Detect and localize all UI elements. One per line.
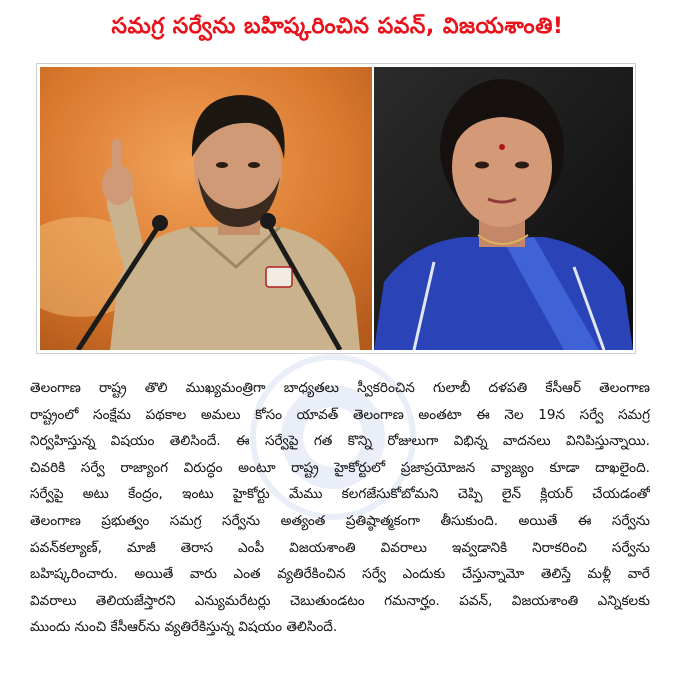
article-line: ముందు నుంచి కేసీఆర్‌ను వ్యతిరేకిస్తున్న విషయం తెలిసిందే. (30, 619, 338, 636)
article-line: నిర్వహిస్తున్న విషయం తెలిసిందే. ఈ సర్వేపై గత కొన్ని రోజులుగా విభిన్న వాదనలు వినిపిస్తున్నాయి. (30, 433, 650, 450)
article-line: రాష్ట్రంలో సంక్షేమ పథకాల అమలు కోసం యావత్ తెలంగాణ అంతటా ఈ నెల 19న సర్వే సమగ్ర (30, 406, 650, 423)
article-line: బహిష్కరించారు. అయితే వారు ఎంత వ్యతిరేకించిన సర్వే ఎందుకు చేస్తున్నామో తెలిస్తే మళ్లీ వారే (30, 566, 650, 583)
article-line: తెలంగాణ రాష్ట్ర తొలి ముఖ్యమంత్రిగా బాధ్యతలు స్వీకరించిన గులాబీ దళపతి కేసీఆర్ తెలంగాణ (30, 380, 650, 396)
photo-collage (36, 63, 636, 354)
article-line: వివరాలు తెలియజేస్తారని ఎన్యుమరేటర్లు చెబుతుండటం గమనార్హం. పవన్, విజయశాంతి ఎన్నికలకు (30, 592, 650, 609)
article-body (30, 375, 650, 641)
article-line: సర్వేపై అటు కేంద్రం, ఇంటు హైకోర్టు మేము కలగజేసుకోబోమని చెప్పి లైన్ క్లియర్ చేయడంతో (30, 486, 650, 503)
article-line: పవన్‌కల్యాణ్, మాజీ తెరాస ఎంపీ విజయశాంతి వివరాలు ఇవ్వడానికి నిరాకరించి సర్వేను (30, 539, 650, 556)
pawan-kalyan-photo (40, 67, 372, 350)
article-headline: సమగ్ర సర్వేను బహిష్కరించిన పవన్, విజయశాంతి! (111, 14, 564, 39)
article-line: చివరికి సర్వే రాజ్యాంగ విరుద్ధం అంటూ రాష్ట్ర హైకోర్టులో ప్రజాప్రయోజన వ్యాజ్యం కూడా దాఖలైంది. (30, 459, 650, 476)
vijayashanti-photo (374, 67, 633, 350)
article-line: తెలంగాణ ప్రభుత్వం సమగ్ర సర్వేను అత్యంత ప్రతిష్ఠాత్మకంగా తీసుకుంది. అయితే ఈ సర్వేను (30, 512, 650, 529)
